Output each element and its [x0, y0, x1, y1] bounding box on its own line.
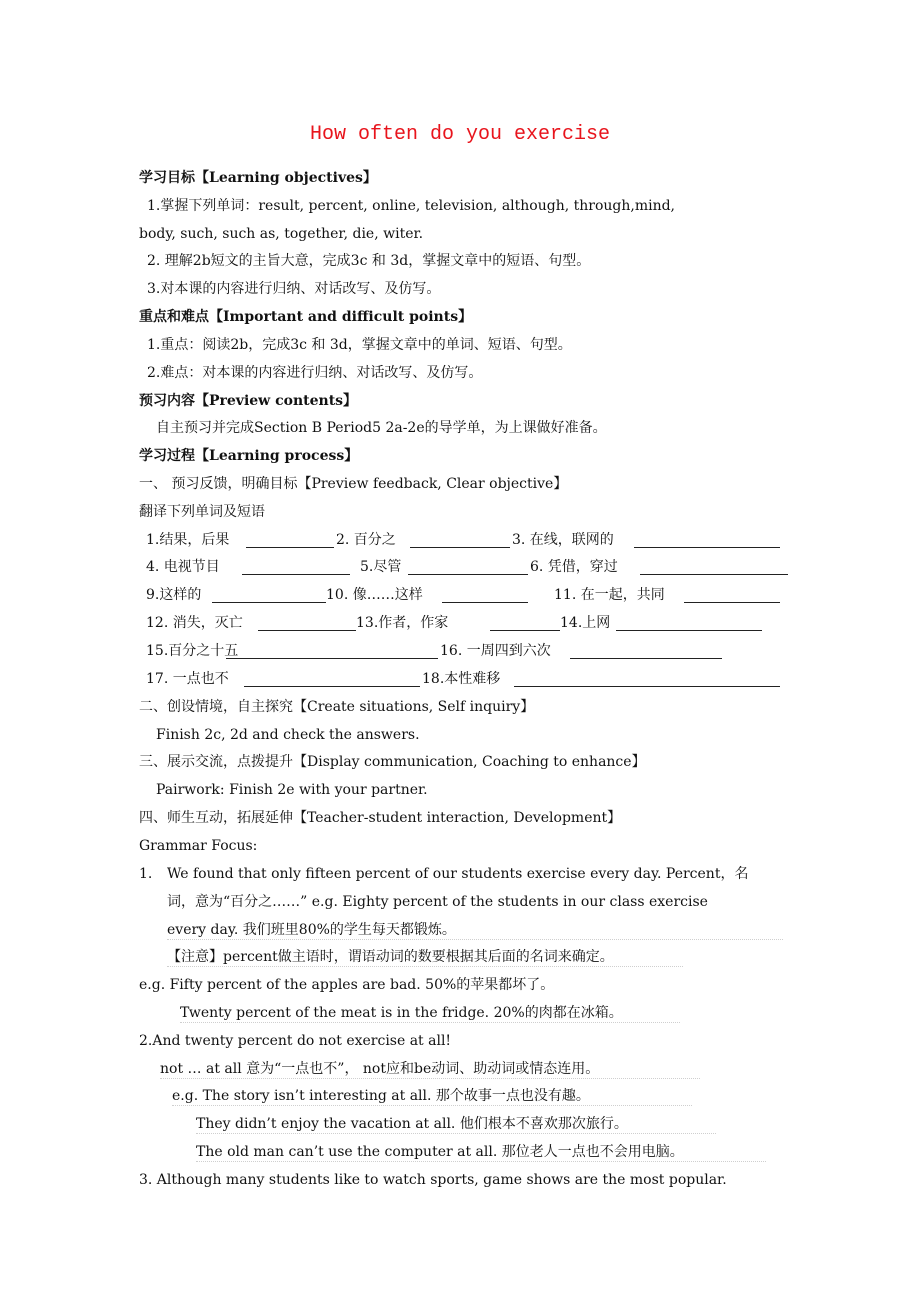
grammar-1-line: We found that only fifteen percent of our students exercise every day. Percent，名	[167, 866, 749, 882]
vocab-item: 11. 在一起，共同	[554, 587, 665, 603]
preview-text: 自主预习并完成Section B Period5 2a-2e的导学单，为上课做好准备。	[156, 420, 607, 436]
key-points-heading: 重点和难点【Important and difficult points】	[139, 309, 473, 325]
answer-blank[interactable]	[442, 590, 528, 603]
answer-blank[interactable]	[514, 674, 780, 687]
vocab-item: 2. 百分之	[336, 532, 396, 548]
preview-heading: 预习内容【Preview contents】	[139, 393, 358, 409]
vocab-item: 16. 一周四到六次	[440, 643, 551, 659]
step-2-heading: 二、创设情境，自主探究【Create situations, Self inquiry】	[139, 699, 535, 715]
page-title: How often do you exercise	[309, 123, 611, 146]
answer-blank[interactable]	[408, 562, 528, 575]
answer-blank[interactable]	[616, 618, 762, 631]
vocab-item: 1.结果，后果	[146, 532, 230, 548]
step-2-text: Finish 2c, 2d and check the answers.	[156, 727, 420, 743]
key-point-2: 2.难点：对本课的内容进行归纳、对话改写、及仿写。	[147, 365, 483, 381]
answer-blank[interactable]	[258, 618, 356, 631]
grammar-1-note: 【注意】percent做主语时，谓语动词的数要根据其后面的名词来确定。	[167, 949, 614, 965]
answer-blank[interactable]	[246, 535, 334, 548]
answer-blank[interactable]	[226, 646, 438, 659]
step-4-heading: 四、师生互动，拓展延伸【Teacher-student interaction, Development】	[139, 810, 622, 826]
step-3-text: Pairwork: Finish 2e with your partner.	[156, 782, 428, 798]
vocab-item: 4. 电视节目	[146, 559, 220, 575]
divider	[167, 939, 783, 940]
divider	[196, 1133, 716, 1134]
translate-heading: 翻译下列单词及短语	[139, 504, 265, 520]
vocab-item: 17. 一点也不	[146, 671, 229, 687]
grammar-heading: Grammar Focus:	[139, 838, 258, 854]
vocab-item: 5.尽管	[360, 559, 402, 575]
vocab-item: 15.百分之十五	[146, 643, 239, 659]
vocab-item: 12. 消失，灭亡	[146, 615, 243, 631]
grammar-2-example: The old man can’t use the computer at all. 那位老人一点也不会用电脑。	[196, 1144, 684, 1160]
vocab-item: 9.这样的	[146, 587, 202, 603]
answer-blank[interactable]	[570, 646, 722, 659]
grammar-1-number: 1.	[139, 866, 153, 882]
objective-item-3: 3.对本课的内容进行归纳、对话改写、及仿写。	[147, 281, 441, 297]
key-point-1: 1.重点：阅读2b，完成3c 和 3d，掌握文章中的单词、短语、句型。	[147, 337, 572, 353]
answer-blank[interactable]	[212, 590, 326, 603]
vocab-item: 3. 在线，联网的	[512, 532, 614, 548]
divider	[172, 1105, 692, 1106]
objective-item-1: 1.掌握下列单词：result, percent, online, television, although, through,mind,	[147, 198, 676, 214]
grammar-2-example: They didn’t enjoy the vacation at all. 他们根本不喜欢那次旅行。	[196, 1116, 628, 1132]
vocab-item: 10. 像……这样	[326, 587, 423, 603]
grammar-1-example: e.g. Fifty percent of the apples are bad. 50%的苹果都坏了。	[139, 977, 555, 993]
vocab-item: 14.上网	[560, 615, 611, 631]
answer-blank[interactable]	[640, 562, 788, 575]
grammar-2-line: 2.And twenty percent do not exercise at all!	[139, 1033, 452, 1049]
vocab-item: 6. 凭借，穿过	[530, 559, 618, 575]
grammar-1-line: 词，意为“百分之……” e.g. Eighty percent of the students in our class exercise	[167, 894, 708, 910]
divider	[180, 1022, 680, 1023]
answer-blank[interactable]	[490, 618, 560, 631]
divider	[196, 1161, 766, 1162]
divider	[160, 1078, 700, 1079]
step-3-heading: 三、展示交流，点拨提升【Display communication, Coaching to enhance】	[139, 754, 646, 770]
answer-blank[interactable]	[684, 590, 780, 603]
vocab-item: 13.作者，作家	[356, 615, 449, 631]
step-1-heading: 一、 预习反馈，明确目标【Preview feedback, Clear objective】	[139, 476, 568, 492]
grammar-2-example: e.g. The story isn’t interesting at all. 那个故事一点也没有趣。	[172, 1088, 590, 1104]
answer-blank[interactable]	[410, 535, 510, 548]
objective-item-1-cont: body, such, such as, together, die, witer.	[139, 226, 424, 242]
grammar-1-example: Twenty percent of the meat is in the fridge. 20%的肉都在冰箱。	[180, 1005, 623, 1021]
grammar-3-line: 3. Although many students like to watch sports, game shows are the most popular.	[139, 1172, 727, 1188]
process-heading: 学习过程【Learning process】	[139, 448, 359, 464]
answer-blank[interactable]	[242, 562, 350, 575]
objective-item-2: 2. 理解2b短文的主旨大意，完成3c 和 3d，掌握文章中的短语、句型。	[147, 253, 591, 269]
divider	[167, 966, 683, 967]
objectives-heading: 学习目标【Learning objectives】	[139, 170, 377, 186]
answer-blank[interactable]	[634, 535, 780, 548]
grammar-2-line: not … at all 意为“一点也不”， not应和be动词、助动词或情态连用。	[160, 1061, 600, 1077]
vocab-item: 18.本性难移	[422, 671, 501, 687]
answer-blank[interactable]	[244, 674, 420, 687]
grammar-1-line: every day. 我们班里80%的学生每天都锻炼。	[167, 922, 456, 938]
